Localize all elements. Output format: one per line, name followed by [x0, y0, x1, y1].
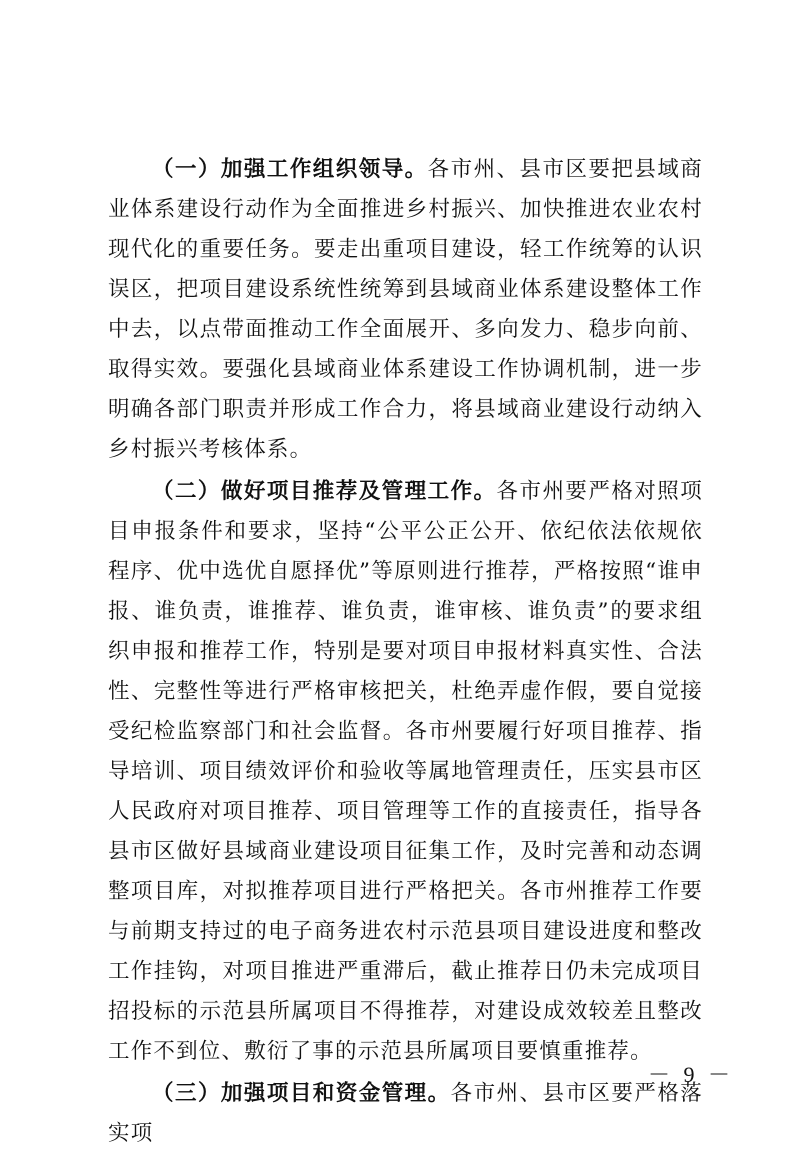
paragraph-3: [108, 1074, 703, 1154]
section-heading-1: （一）加强工作组织领导。: [152, 157, 428, 182]
section-heading-2: （二）做好项目推荐及管理工作。: [152, 479, 497, 504]
section-heading-3: （三）加强项目和资金管理。: [152, 1081, 451, 1106]
paragraph-1: [108, 150, 703, 470]
paragraph-2: [108, 472, 703, 1072]
paragraph-3-text: 各市州、县市区要严格落实项: [108, 1081, 704, 1146]
body-text: [108, 150, 703, 1156]
page-number: － 9 －: [648, 1062, 735, 1087]
paragraph-1-text: 各市州、县市区要把县域商业体系建设行动作为全面推进乡村振兴、加快推进农业农村现代化的重要任务。要走出重项目建设，轻工作统筹的认识误区，把项目建设系统性统筹到县域商业体系建设整体工作中去，以点带面推动工作全面展开、多向发力、稳步向前、取得实效。要强化县域商业体系建设工作协调机制，进一步明确各部门职责并形成工作合力，将县域商业建设行动纳入乡村振兴考核体系。: [108, 157, 704, 462]
paragraph-2-text: 各市州要严格对照项目申报条件和要求，坚持“公平公正公开、依纪依法依规依程序、优中选优自愿择优”等原则进行推荐，严格按照“谁申报、谁负责，谁推荐、谁负责，谁审核、谁负责”的要求组织申报和推荐工作，特别是要对项目申报材料真实性、合法性、完整性等进行严格审核把关，杜绝弄虚作假，要自觉接受纪检监察部门和社会监督。各市州要履行好项目推荐、指导培训、项目绩效评价和验收等属地管理责任，压实县市区人民政府对项目推荐、项目管理等工作的直接责任，指导各县市区做好县域商业建设项目征集工作，及时完善和动态调整项目库，对拟推荐项目进行严格把关。各市州推荐工作要与前期支持过的电子商务进农村示范县项目建设进度和整改工作挂钩，对项目推进严重滞后，截止推荐日仍未完成项目招投标的示范县所属项目不得推荐，对建设成效较差且整改工作不到位、敷衍了事的示范县所属项目要慎重推荐。: [108, 479, 703, 1064]
